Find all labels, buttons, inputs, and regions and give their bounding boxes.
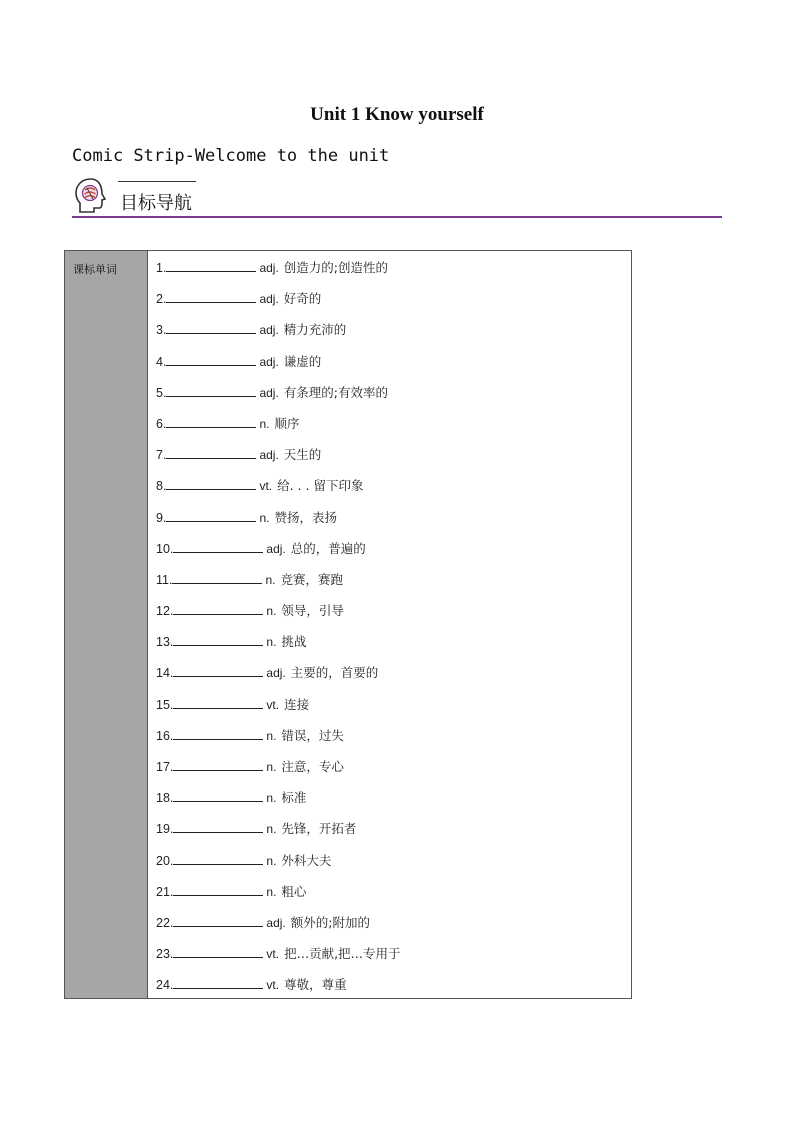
part-of-speech: adj.: [259, 385, 279, 400]
list-item: [156, 722, 401, 753]
items-cell: [148, 251, 631, 998]
list-item: [156, 659, 401, 690]
item-number: 17.: [156, 760, 174, 774]
item-number: 2.: [156, 292, 167, 307]
part-of-speech: adj.: [259, 292, 279, 307]
item-meaning: 天生的: [283, 447, 322, 463]
part-of-speech: n.: [265, 572, 276, 587]
part-of-speech: n.: [259, 416, 270, 431]
category-cell: [65, 251, 148, 998]
page-title: Unit 1 Know yourself: [310, 104, 484, 125]
answer-blank[interactable]: [166, 426, 256, 428]
item-meaning: 创造力的;创造性的: [283, 260, 389, 275]
item-number: 14.: [156, 666, 174, 681]
item-number: 23.: [156, 947, 174, 962]
list-item: [156, 535, 401, 566]
part-of-speech: adj.: [259, 261, 279, 275]
nav-underline: [72, 216, 722, 218]
part-of-speech: vt.: [266, 978, 280, 993]
nav-top-rule: [118, 181, 196, 182]
answer-blank[interactable]: [173, 707, 263, 709]
category-label: 课标单词: [73, 263, 117, 276]
answer-blank[interactable]: [173, 894, 263, 896]
answer-blank[interactable]: [166, 520, 256, 522]
list-item: [156, 348, 401, 379]
list-item: [156, 784, 401, 815]
part-of-speech: n.: [266, 853, 277, 868]
part-of-speech: adj.: [266, 541, 286, 556]
item-number: 3.: [156, 323, 167, 338]
item-meaning: 先锋，开拓者: [281, 821, 357, 837]
item-meaning: 好奇的: [283, 291, 322, 307]
part-of-speech: vt.: [266, 697, 280, 712]
answer-blank[interactable]: [166, 364, 256, 366]
item-meaning: 挑战: [281, 634, 307, 650]
item-meaning: 主要的，首要的: [290, 665, 379, 681]
list-item: [156, 815, 401, 846]
item-number: 15.: [156, 697, 174, 712]
item-number: 22.: [156, 915, 174, 930]
list-item: [156, 847, 401, 878]
item-number: 21.: [156, 884, 174, 899]
item-meaning: 顺序: [274, 415, 300, 431]
list-item: [156, 909, 401, 940]
item-meaning: 错误，过失: [281, 727, 344, 743]
list-item: [156, 472, 401, 503]
answer-blank[interactable]: [173, 987, 263, 989]
list-item: [156, 316, 401, 347]
part-of-speech: n.: [266, 760, 277, 774]
answer-blank[interactable]: [173, 956, 263, 958]
item-meaning: 额外的;附加的: [290, 914, 370, 930]
list-item: [156, 878, 401, 909]
answer-blank[interactable]: [166, 457, 256, 459]
item-meaning: 竞赛，赛跑: [280, 571, 343, 587]
section-subtitle: Comic Strip-Welcome to the unit: [72, 146, 390, 166]
answer-blank[interactable]: [173, 675, 263, 677]
item-number: 1.: [156, 261, 167, 275]
part-of-speech: adj.: [259, 448, 279, 463]
part-of-speech: adj.: [259, 323, 279, 338]
item-number: 8.: [156, 479, 167, 494]
item-number: 24.: [156, 978, 174, 993]
answer-blank[interactable]: [173, 613, 263, 615]
item-number: 7.: [156, 448, 167, 463]
answer-blank[interactable]: [173, 925, 263, 927]
part-of-speech: n.: [266, 635, 277, 650]
part-of-speech: vt.: [259, 479, 273, 494]
part-of-speech: n.: [259, 510, 270, 525]
brain-head-icon: [72, 176, 110, 216]
list-item: [156, 254, 401, 285]
part-of-speech: adj.: [266, 915, 286, 930]
part-of-speech: n.: [266, 822, 277, 837]
answer-blank[interactable]: [166, 301, 256, 303]
target-navigation-banner: [72, 176, 722, 218]
list-item: [156, 628, 401, 659]
answer-blank[interactable]: [173, 769, 263, 771]
vocabulary-table: [64, 250, 632, 999]
item-number: 11.: [156, 572, 173, 587]
item-meaning: 领导，引导: [281, 603, 344, 619]
item-number: 4.: [156, 354, 167, 369]
list-item: [156, 597, 401, 628]
list-item: [156, 566, 401, 597]
item-meaning: 给. . . 留下印象: [277, 478, 364, 494]
item-meaning: 精力充沛的: [283, 322, 347, 338]
item-meaning: 谦虚的: [283, 353, 322, 369]
answer-blank[interactable]: [173, 831, 263, 833]
item-meaning: 有条理的;有效率的: [283, 384, 389, 400]
item-number: 20.: [156, 853, 174, 868]
item-number: 6.: [156, 416, 167, 431]
answer-blank[interactable]: [173, 800, 263, 802]
list-item: [156, 410, 401, 441]
part-of-speech: adj.: [259, 354, 279, 369]
list-item: [156, 285, 401, 316]
item-number: 16.: [156, 728, 174, 743]
item-number: 18.: [156, 791, 174, 806]
item-number: 9.: [156, 510, 167, 525]
item-meaning: 注意，专心: [281, 759, 344, 774]
part-of-speech: vt.: [266, 947, 280, 962]
answer-blank[interactable]: [166, 395, 256, 397]
answer-blank[interactable]: [173, 551, 263, 553]
list-item: [156, 379, 401, 410]
part-of-speech: n.: [266, 728, 277, 743]
list-item: [156, 940, 401, 971]
part-of-speech: n.: [266, 884, 277, 899]
answer-blank[interactable]: [166, 488, 256, 490]
item-meaning: 连接: [284, 696, 310, 712]
part-of-speech: n.: [266, 604, 277, 619]
item-meaning: 外科大夫: [281, 852, 332, 868]
part-of-speech: n.: [266, 791, 277, 806]
list-item: [156, 691, 401, 722]
item-meaning: 粗心: [281, 883, 307, 899]
list-item: [156, 441, 401, 472]
item-number: 10.: [156, 541, 174, 556]
item-meaning: 标准: [281, 790, 307, 806]
item-meaning: 尊敬，尊重: [284, 977, 347, 993]
item-number: 12.: [156, 604, 174, 619]
item-meaning: 总的，普遍的: [290, 540, 366, 556]
list-item: [156, 753, 401, 784]
item-number: 19.: [156, 822, 174, 837]
answer-blank[interactable]: [173, 863, 263, 865]
list-item: [156, 971, 401, 1002]
item-meaning: 把…贡献,把…专用于: [284, 946, 401, 962]
item-number: 13.: [156, 635, 174, 650]
part-of-speech: adj.: [266, 666, 286, 681]
item-meaning: 赞扬，表扬: [274, 509, 337, 525]
answer-blank[interactable]: [173, 738, 263, 740]
answer-blank[interactable]: [172, 582, 262, 584]
list-item: [156, 504, 401, 535]
answer-blank[interactable]: [166, 332, 256, 334]
answer-blank[interactable]: [166, 270, 256, 272]
vocabulary-list: [156, 254, 401, 1003]
answer-blank[interactable]: [173, 644, 263, 646]
nav-title: 目标导航: [120, 193, 192, 214]
item-number: 5.: [156, 385, 167, 400]
